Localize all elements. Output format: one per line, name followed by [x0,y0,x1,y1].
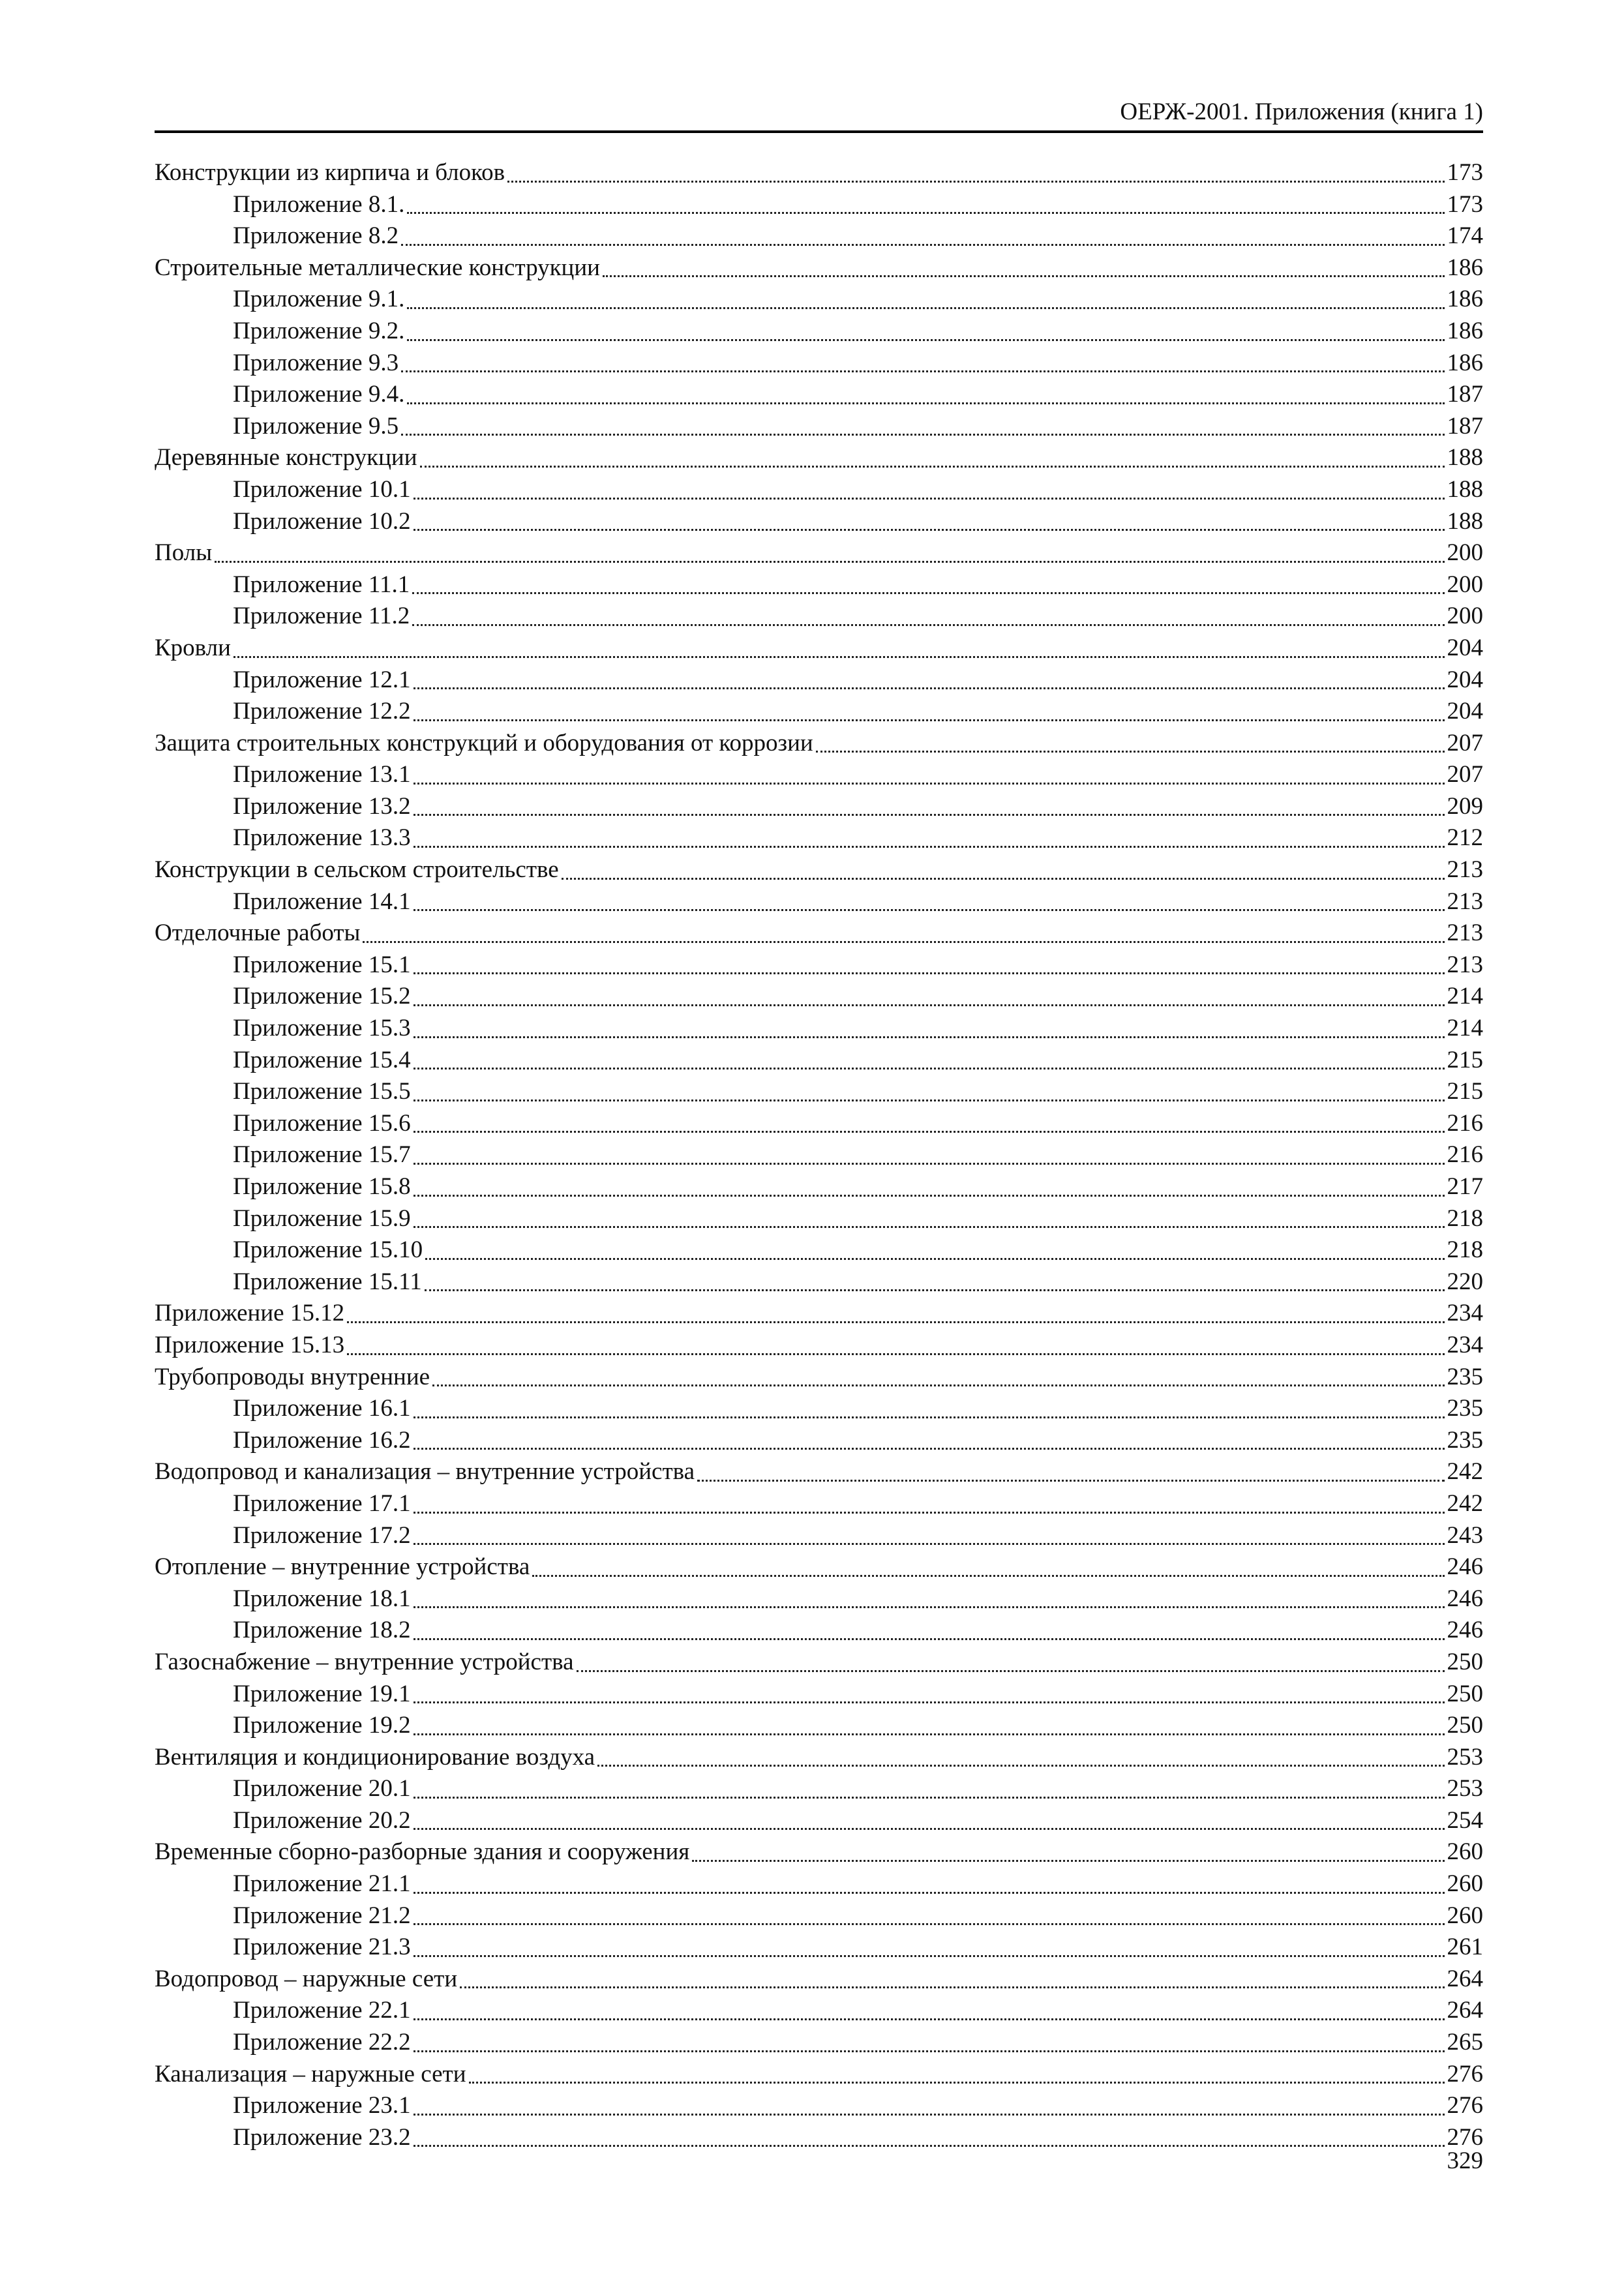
toc-entry-page: 216 [1447,1139,1484,1171]
toc-entry-title: Кровли [155,633,231,665]
toc-entry-title: Приложение 13.2 [233,791,411,823]
dot-leader [460,1964,1444,1996]
toc-appendix-entry[interactable] [155,1108,1483,1140]
dot-leader [603,252,1445,284]
toc-appendix-entry[interactable] [155,379,1483,411]
dot-leader [816,728,1445,760]
dot-leader [401,220,1444,252]
toc-entry-page: 218 [1447,1203,1484,1235]
toc-entry-title: Приложение 11.2 [233,601,410,633]
toc-appendix-entry[interactable] [155,1234,1483,1266]
toc-entry-page: 276 [1447,2059,1484,2091]
dot-leader [692,1836,1444,1868]
toc-entry-page: 188 [1447,442,1484,474]
toc-entry-page: 235 [1447,1362,1484,1394]
toc-entry-title: Временные сборно-разборные здания и сооружения [155,1836,689,1868]
dot-leader [414,1805,1445,1837]
toc-appendix-entry[interactable] [155,886,1483,918]
toc-entry-title: Приложение 9.3 [233,348,398,380]
toc-appendix-entry[interactable] [155,1488,1483,1520]
dot-leader [414,822,1445,854]
toc-section-entry[interactable] [155,1551,1483,1583]
toc-entry-title: Приложение 13.3 [233,822,411,854]
toc-section-entry[interactable] [155,854,1483,886]
toc-section-entry[interactable] [155,1330,1483,1362]
toc-appendix-entry[interactable] [155,1615,1483,1647]
toc-entry-title: Отделочные работы [155,918,360,950]
toc-entry-title: Приложение 15.11 [233,1266,422,1298]
dot-leader [414,791,1445,823]
toc-entry-page: 242 [1447,1488,1484,1520]
toc-entry-title: Приложение 20.1 [233,1773,411,1805]
toc-entry-title: Водопровод и канализация – внутренние устройства [155,1456,695,1488]
dot-leader [414,1868,1445,1900]
toc-section-entry[interactable] [155,442,1483,474]
toc-appendix-entry[interactable] [155,1171,1483,1203]
toc-entry-title: Приложение 21.2 [233,1900,411,1932]
toc-appendix-entry[interactable] [155,1425,1483,1457]
toc-entry-page: 243 [1447,1520,1484,1552]
toc-section-entry[interactable] [155,1964,1483,1996]
toc-entry-title: Конструкции в сельском строительстве [155,854,559,886]
toc-section-entry[interactable] [155,728,1483,760]
dot-leader [414,1995,1445,2027]
toc-entry-title: Приложение 8.1. [233,189,404,221]
toc-entry-title: Приложение 21.3 [233,1932,411,1964]
dot-leader [414,1710,1445,1742]
dot-leader [414,981,1445,1013]
toc-appendix-entry[interactable] [155,2027,1483,2059]
toc-appendix-entry[interactable] [155,1868,1483,1900]
toc-entry-page: 209 [1447,791,1484,823]
toc-entry-page: 250 [1447,1647,1484,1679]
toc-appendix-entry[interactable] [155,981,1483,1013]
dot-leader [233,633,1445,665]
toc-entry-page: 207 [1447,728,1484,760]
toc-appendix-entry[interactable] [155,822,1483,854]
dot-leader [412,601,1444,633]
dot-leader [414,1425,1445,1457]
toc-appendix-entry[interactable] [155,759,1483,791]
toc-entry-title: Приложение 23.2 [233,2122,411,2154]
dot-leader [532,1551,1444,1583]
toc-entry-title: Приложение 18.2 [233,1615,411,1647]
toc-entry-page: 250 [1447,1710,1484,1742]
dot-leader [414,886,1445,918]
toc-entry-page: 235 [1447,1425,1484,1457]
toc-entry-title: Конструкции из кирпича и блоков [155,157,505,189]
dot-leader [347,1330,1444,1362]
dot-leader [414,2090,1445,2122]
dot-leader [412,569,1444,601]
toc-section-entry[interactable] [155,918,1483,950]
toc-entry-title: Приложение 10.2 [233,506,411,538]
toc-entry-page: 215 [1447,1045,1484,1077]
dot-leader [401,348,1444,380]
toc-entry-page: 186 [1447,348,1484,380]
dot-leader [414,1108,1445,1140]
dot-leader [562,854,1445,886]
toc-entry-page: 213 [1447,950,1484,981]
toc-entry-title: Приложение 10.1 [233,474,411,506]
toc-entry-page: 215 [1447,1076,1484,1108]
toc-entry-page: 186 [1447,252,1484,284]
dot-leader [414,1076,1445,1108]
toc-entry-title: Приложение 15.7 [233,1139,411,1171]
dot-leader [414,1583,1445,1615]
toc-appendix-entry[interactable] [155,696,1483,728]
running-header [155,91,1483,133]
toc-entry-page: 204 [1447,665,1484,696]
toc-appendix-entry[interactable] [155,1045,1483,1077]
toc-entry-title: Строительные металлические конструкции [155,252,600,284]
toc-entry-title: Приложение 8.2 [233,220,398,252]
toc-entry-title: Приложение 15.8 [233,1171,411,1203]
dot-leader [407,284,1444,316]
toc-entry-page: 216 [1447,1108,1484,1140]
toc-appendix-entry[interactable] [155,189,1483,221]
toc-entry-title: Приложение 19.2 [233,1710,411,1742]
toc-entry-page: 174 [1447,220,1484,252]
toc-entry-page: 200 [1447,569,1484,601]
toc-entry-page: 212 [1447,822,1484,854]
dot-leader [577,1647,1445,1679]
dot-leader [414,1773,1445,1805]
dot-leader [401,411,1444,443]
toc-section-entry[interactable] [155,2059,1483,2091]
dot-leader [414,1045,1445,1077]
dot-leader [414,2122,1445,2154]
toc-entry-title: Защита строительных конструкций и оборудования от коррозии [155,728,813,760]
toc-entry-page: 214 [1447,981,1484,1013]
toc-entry-title: Приложение 13.1 [233,759,411,791]
toc-entry-page: 217 [1447,1171,1484,1203]
dot-leader [414,665,1445,696]
dot-leader [414,759,1445,791]
toc-entry-page: 254 [1447,1805,1484,1837]
toc-entry-title: Приложение 21.1 [233,1868,411,1900]
toc-section-entry[interactable] [155,1456,1483,1488]
toc-entry-page: 246 [1447,1583,1484,1615]
toc-appendix-entry[interactable] [155,950,1483,981]
toc-entry-title: Приложение 16.1 [233,1393,411,1425]
running-header-title: ОЕРЖ-2001. Приложения (книга 1) [1120,98,1483,125]
toc-entry-page: 260 [1447,1900,1484,1932]
toc-entry-page: 261 [1447,1932,1484,1964]
toc-entry-title: Приложение 12.1 [233,665,411,696]
toc-entry-title: Вентиляция и кондиционирование воздуха [155,1742,595,1774]
toc-appendix-entry[interactable] [155,411,1483,443]
toc-appendix-entry[interactable] [155,1805,1483,1837]
toc-entry-title: Приложение 16.2 [233,1425,411,1457]
toc-entry-page: 253 [1447,1742,1484,1774]
toc-entry-page: 204 [1447,633,1484,665]
toc-entry-title: Приложение 11.1 [233,569,410,601]
dot-leader [414,1679,1445,1711]
toc-entry-title: Приложение 20.2 [233,1805,411,1837]
toc-entry-title: Водопровод – наружные сети [155,1964,457,1996]
toc-section-entry[interactable] [155,1836,1483,1868]
toc-entry-page: 188 [1447,474,1484,506]
toc-entry-title: Приложение 18.1 [233,1583,411,1615]
table-of-contents [155,157,1483,2153]
toc-entry-title: Приложение 9.5 [233,411,398,443]
dot-leader [414,1520,1445,1552]
toc-section-entry[interactable] [155,1742,1483,1774]
toc-appendix-entry[interactable] [155,665,1483,696]
dot-leader [407,379,1444,411]
toc-entry-page: 173 [1447,189,1484,221]
toc-section-entry[interactable] [155,1298,1483,1330]
toc-entry-title: Приложение 9.4. [233,379,404,411]
toc-entry-page: 235 [1447,1393,1484,1425]
dot-leader [507,157,1444,189]
dot-leader [697,1456,1444,1488]
dot-leader [469,2059,1445,2091]
toc-appendix-entry[interactable] [155,1583,1483,1615]
dot-leader [414,1393,1445,1425]
toc-entry-page: 187 [1447,411,1484,443]
dot-leader [414,1203,1445,1235]
dot-leader [425,1266,1445,1298]
dot-leader [414,1932,1445,1964]
dot-leader [420,442,1445,474]
toc-entry-title: Приложение 22.1 [233,1995,411,2027]
toc-entry-page: 213 [1447,918,1484,950]
toc-appendix-entry[interactable] [155,284,1483,316]
dot-leader [414,1488,1445,1520]
toc-appendix-entry[interactable] [155,1900,1483,1932]
dot-leader [597,1742,1444,1774]
page-number: 329 [1447,2147,1483,2174]
toc-appendix-entry[interactable] [155,474,1483,506]
toc-entry-page: 186 [1447,316,1484,348]
dot-leader [414,1615,1445,1647]
toc-appendix-entry[interactable] [155,1076,1483,1108]
toc-entry-page: 173 [1447,157,1484,189]
dot-leader [432,1362,1444,1394]
toc-entry-title: Приложение 15.5 [233,1076,411,1108]
toc-entry-title: Приложение 17.2 [233,1520,411,1552]
toc-section-entry[interactable] [155,1647,1483,1679]
toc-entry-page: 200 [1447,601,1484,633]
toc-appendix-entry[interactable] [155,1710,1483,1742]
toc-entry-page: 204 [1447,696,1484,728]
toc-appendix-entry[interactable] [155,348,1483,380]
toc-appendix-entry[interactable] [155,1932,1483,1964]
toc-entry-page: 214 [1447,1013,1484,1045]
toc-section-entry[interactable] [155,633,1483,665]
toc-entry-page: 250 [1447,1679,1484,1711]
toc-entry-title: Газоснабжение – внутренние устройства [155,1647,574,1679]
dot-leader [414,1900,1445,1932]
toc-entry-page: 207 [1447,759,1484,791]
toc-entry-title: Полы [155,537,212,569]
toc-entry-title: Отопление – внутренние устройства [155,1551,530,1583]
dot-leader [425,1234,1444,1266]
toc-entry-page: 220 [1447,1266,1484,1298]
dot-leader [414,474,1445,506]
toc-entry-title: Приложение 12.2 [233,696,411,728]
dot-leader [414,950,1445,981]
toc-entry-title: Приложение 15.6 [233,1108,411,1140]
toc-entry-title: Приложение 15.12 [155,1298,344,1330]
toc-entry-title: Приложение 23.1 [233,2090,411,2122]
toc-appendix-entry[interactable] [155,1266,1483,1298]
toc-entry-title: Приложение 15.13 [155,1330,344,1362]
dot-leader [347,1298,1444,1330]
toc-appendix-entry[interactable] [155,791,1483,823]
toc-entry-title: Приложение 9.2. [233,316,404,348]
toc-entry-title: Приложение 15.1 [233,950,411,981]
toc-entry-title: Приложение 14.1 [233,886,411,918]
toc-entry-page: 265 [1447,2027,1484,2059]
dot-leader [414,1139,1445,1171]
dot-leader [414,696,1445,728]
toc-appendix-entry[interactable] [155,1995,1483,2027]
dot-leader [363,918,1444,950]
toc-entry-page: 218 [1447,1234,1484,1266]
dot-leader [414,1013,1445,1045]
toc-entry-page: 186 [1447,284,1484,316]
toc-entry-page: 253 [1447,1773,1484,1805]
dot-leader [414,506,1445,538]
toc-appendix-entry[interactable] [155,220,1483,252]
toc-appendix-entry[interactable] [155,1773,1483,1805]
toc-entry-title: Приложение 15.4 [233,1045,411,1077]
toc-entry-page: 234 [1447,1298,1484,1330]
toc-appendix-entry[interactable] [155,2090,1483,2122]
toc-appendix-entry[interactable] [155,1013,1483,1045]
toc-entry-title: Приложение 15.3 [233,1013,411,1045]
toc-entry-page: 188 [1447,506,1484,538]
toc-entry-page: 260 [1447,1868,1484,1900]
toc-entry-page: 276 [1447,2090,1484,2122]
toc-entry-title: Приложение 22.2 [233,2027,411,2059]
toc-entry-title: Приложение 17.1 [233,1488,411,1520]
dot-leader [414,2027,1445,2059]
dot-leader [414,1171,1445,1203]
toc-appendix-entry[interactable] [155,316,1483,348]
toc-entry-title: Приложение 15.9 [233,1203,411,1235]
toc-section-entry[interactable] [155,252,1483,284]
dot-leader [215,537,1444,569]
toc-entry-title: Трубопроводы внутренние [155,1362,430,1394]
toc-section-entry[interactable] [155,157,1483,189]
toc-entry-page: 234 [1447,1330,1484,1362]
toc-entry-page: 213 [1447,886,1484,918]
toc-entry-title: Приложение 15.10 [233,1234,423,1266]
toc-appendix-entry[interactable] [155,506,1483,538]
dot-leader [407,189,1444,221]
toc-entry-page: 187 [1447,379,1484,411]
toc-entry-page: 264 [1447,1995,1484,2027]
toc-appendix-entry[interactable] [155,1203,1483,1235]
toc-appendix-entry[interactable] [155,1139,1483,1171]
toc-appendix-entry[interactable] [155,1679,1483,1711]
toc-entry-page: 260 [1447,1836,1484,1868]
toc-section-entry[interactable] [155,537,1483,569]
toc-appendix-entry[interactable] [155,1393,1483,1425]
toc-appendix-entry[interactable] [155,1520,1483,1552]
toc-appendix-entry[interactable] [155,601,1483,633]
toc-entry-page: 200 [1447,537,1484,569]
toc-entry-title: Приложение 15.2 [233,981,411,1013]
toc-entry-title: Приложение 9.1. [233,284,404,316]
toc-entry-page: 276 [1447,2122,1484,2154]
toc-entry-page: 242 [1447,1456,1484,1488]
toc-entry-page: 213 [1447,854,1484,886]
dot-leader [407,316,1444,348]
toc-section-entry[interactable] [155,1362,1483,1394]
toc-appendix-entry[interactable] [155,569,1483,601]
toc-entry-title: Деревянные конструкции [155,442,417,474]
toc-entry-page: 264 [1447,1964,1484,1996]
toc-appendix-entry[interactable] [155,2122,1483,2154]
toc-entry-title: Канализация – наружные сети [155,2059,466,2091]
toc-entry-page: 246 [1447,1551,1484,1583]
toc-entry-page: 246 [1447,1615,1484,1647]
toc-entry-title: Приложение 19.1 [233,1679,411,1711]
